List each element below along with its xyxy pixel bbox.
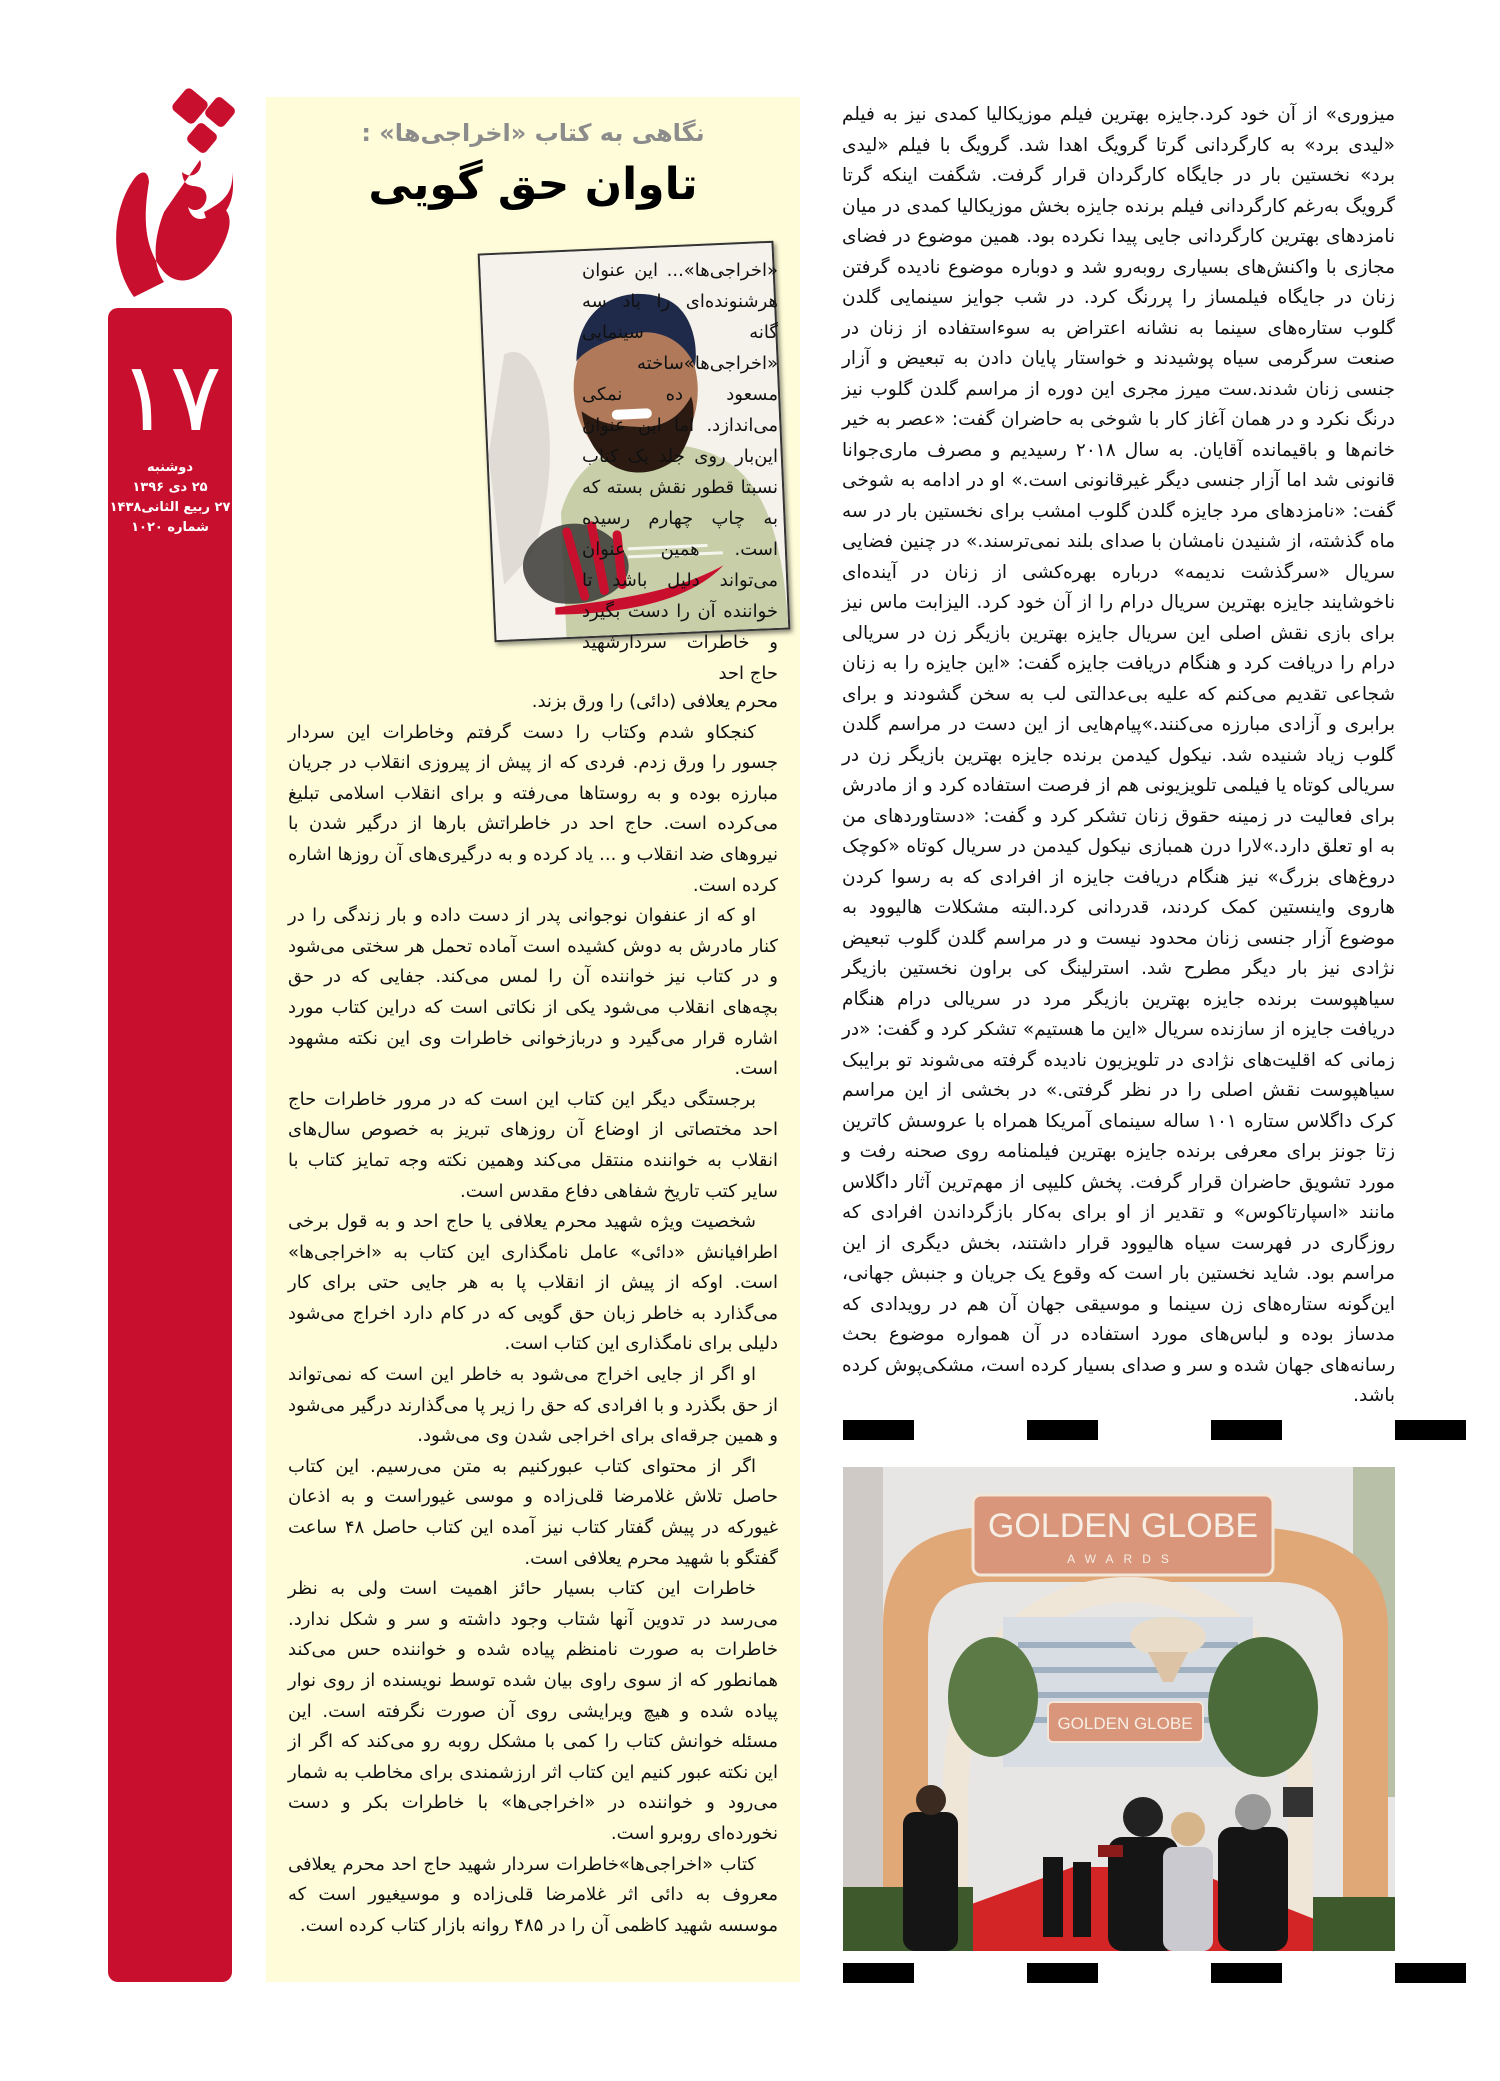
film-hole	[1211, 1420, 1282, 1440]
issue-number: شماره ۱۰۲۰	[131, 520, 209, 535]
page-number: ۱۷	[118, 344, 222, 451]
newspaper-logo	[104, 72, 238, 304]
svg-text:AWARDS: AWARDS	[1067, 1552, 1179, 1566]
article-headline: تاوان حق گویی	[368, 159, 698, 210]
article-body	[288, 687, 778, 1941]
date-sidebar	[108, 308, 232, 1982]
weekday: دوشنبه	[146, 460, 194, 475]
article-kicker: نگاهی به کتاب «اخراجی‌ها» :	[361, 119, 705, 147]
sign-text: GOLDEN GLOBE	[987, 1507, 1259, 1545]
paragraph: او که از عنفوان نوجوانی پدر از دست داده و بار زندگی را در کنار مادرش به دوش کشیده است آماده تحمل هر سختی می‌شود و در کتاب نیز خواننده آن را لمس می‌کند. جفایی که در حق بچه‌های انقلاب می‌شود یکی از نکاتی است که دراین کتاب مورد اشاره قرار می‌گیرد و دربازخوانی خاطرات وی این نکته مشهود است.	[288, 905, 778, 1080]
golden-globe-photo	[843, 1467, 1395, 1951]
film-hole	[1395, 1420, 1466, 1440]
film-strip-bottom	[843, 1963, 1483, 1983]
film-hole	[1395, 1963, 1466, 1983]
book-review-article	[266, 97, 800, 1982]
paragraph: اگر از محتوای کتاب عبورکنیم به متن می‌رسیم. این کتاب حاصل تلاش غلامرضا قلی‌زاده و موسی غیوراست و به اذعان غیورکه در پیش گفتار کتاب نیز آمده این کتاب حاصل ۴۸ ساعت گفتگو با شهید محرم یعلافی است.	[288, 1455, 779, 1569]
golden-globe-article	[842, 100, 1395, 1412]
golden-globe-arch-icon	[843, 1467, 1395, 1951]
date-solar: ۲۵ دی ۱۳۹۶	[132, 480, 208, 495]
date-lunar: ۲۷ ربیع الثانی۱۴۳۸	[109, 500, 231, 515]
paragraph: کتاب «اخراجی‌ها»خاطرات سردار شهید حاج احد محرم یعلافی معروف به دائی اثر غلامرضا قلی‌زاده و موسیغیور است که موسسه شهید کاظمی آن را در ۴۸۵ روانه بازار کتاب کرده است.	[288, 1853, 778, 1936]
paragraph: برجستگی دیگر این کتاب این است که در مرور خاطرات حاج احد مختصاتی از اوضاع آن روزهای تبریز به خصوص سال‌های انقلاب به خواننده منتقل می‌کند وهمین نکته وجه تمایز کتاب با سایر کتب تاریخ شفاهی دفاع مقدس است.	[288, 1088, 778, 1202]
logo-shama-icon	[104, 72, 238, 304]
film-hole	[1027, 1420, 1098, 1440]
film-hole	[843, 1420, 914, 1440]
film-hole	[1027, 1963, 1098, 1983]
paragraph: کنجکاو شدم وکتاب را دست گرفتم وخاطرات این سردار جسور را ورق زدم. فردی که از پیش از پیروزی انقلاب در جریان مبارزه بوده و به روستاها می‌رفته و برای انقلاب اسلامی تبلیغ می‌کرده است. حاج احد در خاطراتش بارها از درگیر شدن با نیروهای ضد انقلاب و ... یاد کرده و به درگیری‌های آن روزها اشاره کرده است.	[288, 721, 778, 896]
paragraph: محرم یعلافی (دائی) را ورق بزند.	[531, 691, 778, 712]
film-strip-top	[843, 1420, 1483, 1440]
article-text: میزوری» از آن خود کرد.جایزه بهترین فیلم موزیکالیا کمدی نیز به فیلم «لیدی برد» به کارگردانی گرتا گرویگ اهدا شد. گرویگ با فیلم «لیدی برد» نخستین بار در جایگاه کارگردان قرار گرفت. شگفت اینکه گرتا گرویگ به‌رغم کارگردانی فیلم برنده جایزه بخش موزیکالیا کمدی در میان نامزدهای بهترین کارگردانی جایی پیدا نکرده بود. همین موضوع در فضای مجازی با واکنش‌های بسیاری روبه‌رو شد و دوباره موضوع نادیده گرفتن زنان در جایگاه فیلمساز را پررنگ کرد. در شب جوایز سینمایی گلدن گلوب ستاره‌های سینما به نشانه اعتراض به سوءاستفاده از زنان در صنعت سرگرمی سیاه پوشیدند و خواستار پایان دادن به تبعیض و آزار جنسی زنان شدند.ست میرز مجری این دوره از مراسم گلدن گلوب نیز درنگ نکرد و در همان آغاز کار با شوخی به حاضران گفت: «عصر به خیر خانم‌ها و باقیمانده آقایان. به سال ۲۰۱۸ رسیدیم و مصرف ماری‌جوانا قانونی شد اما آزار جنسی دیگر غیرقانونی است.» او در ادامه به شوخی گفت: «نامزدهای مرد جایزه گلدن گلوب امشب برای نخستین بار در سه ماه گذشته، از شنیدن نامشان با صدای بلند نمی‌ترسند.» در چنین فضایی سریال «سرگذشت ندیمه» درباره بهره‌کشی از زنان در آینده‌ای ناخوشایند جایزه بهترین سریال درام را از آن خود کرد. الیزابت ماس نیز برای بازی نقش اصلی این سریال جایزه بهترین بازیگر زن در سریالی درام را دریافت کرد و هنگام دریافت جایزه گفت: «این جایزه را به زنان شجاعی تقدیم می‌کنم که علیه بی‌عدالتی لب به سخن گشودند و برای برابری و آزادی مبارزه می‌کنند.»پیام‌هایی از این دست در مراسم گلدن گلوب زیاد شنیده شد. نیکول کیدمن برنده جایزه بهترین بازیگر زن در سریالی کوتاه یا فیلمی تلویزیونی هم از فرصت استفاده کرد و از مادرش برای فعالیت در زمینه حقوق زنان تشکر کرد و گفت: «دستاوردهای من به او تعلق دارد.»لارا درن همبازی نیکول کیدمن در سریال کوتاه «کوچک دروغ‌های بزرگ» نیز هنگام دریافت جایزه از افرادی که به رسوا کردن هاروی واینستین کمک کردند، قدردانی کرد.البته مشکلات هالیوود به موضوع آزار جنسی زنان محدود نیست و در مراسم گلدن گلوب تبعیض نژادی نیز بار دیگر مطرح شد. استرلینگ کی براون نخستین بازیگر سیاهپوست برنده جایزه بهترین بازیگر مرد در سریالی درام هنگام دریافت جایزه از سازنده سریال «این ما هستیم» تشکر کرد و گفت: «در زمانی که اقلیت‌های نژادی در تلویزیون نادیده گرفته می‌شوند تو برایبک سیاهپوست نقش اصلی را در نظر گرفتی.» در بخشی از این مراسم کرک داگلاس ستاره ۱۰۱ ساله سینمای آمریکا همراه با عروسش کاترین زتا جونز برای معرفی برنده جایزه بهترین فیلمنامه روی صحنه رفت و مورد تشویق حاضران قرار گرفت. پخش کلیپی از مهم‌ترین آثار داگلاس مانند «اسپارتاکوس» و تقدیر از او برای به‌کار بازگرداندن افرادی که روزگاری در فهرست سیاه هالیوود قرار داشتند، بخش دیگری از این مراسم بود. شاید نخستین بار است که وقوع یک جریان و جنبش جهانی، این‌گونه ستاره‌های زن سینما و موسیقی جهان آن هم در رویدادی که مدساز بوده و لباس‌های مورد استفاده در آن همواره موضوع بحث رسانه‌های جهان شده و سر و صدای بسیار کرده است، مشکی‌پوش کرده باشد.	[842, 104, 1396, 1406]
paragraph: او اگر از جایی اخراج می‌شود به خاطر این است که نمی‌تواند از حق بگذرد و با افرادی که حق را زیر پا می‌گذارند درگیر می‌شود و همین جرقه‌ای برای اخراجی شدن وی می‌شود.	[288, 1364, 778, 1447]
svg-text:GOLDEN GLOBE: GOLDEN GLOBE	[1057, 1714, 1193, 1733]
article-intro: «اخراجی‌ها»... این عنوان هرشنونده‌ای را یاد سه گانه سینمایی «اخراجی‌ها»ساخته مسعود ده نمکی می‌اندازد. اما این عنوان این‌بار روی جلد یک کتاب نسبتا قطور نقش بسته که به چاپ چهارم رسیده است. همین عنوان می‌تواند دلیل باشد تا خواننده آن را دست بگیرد و خاطرات سردارشهید حاج احد	[582, 260, 778, 684]
film-hole	[843, 1963, 914, 1983]
paragraph: خاطرات این کتاب بسیار حائز اهمیت است ولی به نظر می‌رسد در تدوین آنها شتاب وجود داشته و سر و شکل ندارد. خاطرات به صورت نامنظم پیاده شده و خواننده حس می‌کند همانطور که از سوی راوی بیان شده توسط نویسنده از روی نوار پیاده شده و هیچ ویرایشی روی آن صورت نگرفته است. این مسئله خوانش کتاب را کمی با مشکل روبه رو می‌کند که اگر از این نکته عبور کنیم این کتاب اثر ارزشمندی برای مخاطب به شمار می‌رود و خواننده در «اخراجی‌ها» با خاطرات بکر و دست نخورده‌ای روبرو است.	[288, 1578, 778, 1844]
paragraph: شخصیت ویژه شهید محرم یعلافی یا حاج احد و به قول برخی اطرافیانش «دائی» عامل نامگذاری این کتاب به «اخراجی‌ها» است. اوکه از پیش از انقلاب پا به هر جایی حتی برای کار می‌گذارد به خاطر زبان حق گویی که در کام دارد اخراج می‌شود دلیلی برای نامگذاری این کتاب است.	[288, 1211, 778, 1355]
film-hole	[1211, 1963, 1282, 1983]
